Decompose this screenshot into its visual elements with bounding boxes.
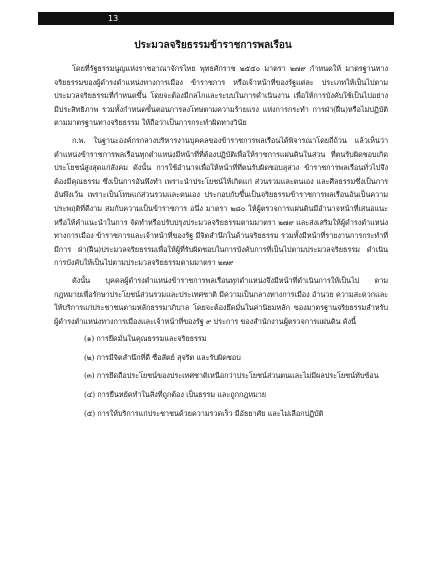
page-title: ประมวลจริยธรรมข้าราชการพลเรือน — [134, 40, 292, 51]
paragraph-intro: โดยที่รัฐธรรมนูญแห่งราชอาณาจักรไทย พุทธศักราช ๒๕๕๐ มาตรา ๒๗๙ กำหนดให้ มาตรฐานทางจริยธรรมของผู้ดำรงตำแหน่งทางการเมือง ข้าราชการ หรือเจ้าหน้าที่ของรัฐแต่ละ ประเภทให้เป็นไปตามประมวลจริยธรรมที่กำหนดขึ้น โดยจะต้องมีกลไกและระบบในการดำเนินงาน เพื่อให้การบังคับใช้เป็นไปอย่างมีประสิทธิภาพ รวมทั้งกำหนดขั้นตอนการลงโทษตามความร้ายแรง แห่งการกระทำ การฝ่า(ฝืน)หรือไม่ปฏิบัติตามมาตรฐานทางจริยธรรม ให้ถือว่าเป็นการกระทำผิดทางวินัย — [54, 64, 388, 128]
list-item: (๔) การยืนหยัดทำในสิ่งที่ถูกต้อง เป็นธรรม และถูกกฎหมาย — [84, 390, 267, 400]
paragraph-ocsc: ก.พ. ในฐานะองค์กรกลางบริหารงานบุคคลของข้าราชการพลเรือนได้พิจารณาโดยถี่ถ้วน แล้วเห็นว่า ตำแหน่งข้าราชการพลเรือนทุกตำแหน่งมีหน้าที่ที่ต้องปฏิบัติเพื่อให้ราชการแผ่นดินในส่วน ที่ตนรับผิดชอบเกิดประโยชน์สูงสุดแก่สังคม ดังนั้น การใช้อำนาจเพื่อให้หน้าที่ที่ตนรับผิดชอบลุล่วง ข้าราชการพลเรือนทั่วไปจึงต้องมีคุณธรรม ซึ่งเป็นการอันพึงทำ เพราะนำประโยชน์ให้เกิดแก่ ส่วนรวมและตนเอง และศีลธรรมซึ่งเป็นการอันพึงเว้น เพราะเป็นโทษแก่ส่วนรวมและตนเอง ประกอบกับขึ้นเป็นจริยธรรมข้าราชการพลเรือนอันเป็นความประพฤติที่ดีงาม สมกับความเป็นข้าราชการ อนึ่ง มาตรา ๒๘๐ ให้ผู้ตรวจการแผ่นดินมีอำนาจหน้าที่เสนอแนะหรือให้คำแนะนำในการ จัดทำหรือปรับปรุงประมวลจริยธรรมตามมาตรา ๒๗๙ และส่งเสริมให้ผู้ดำรงตำแหน่งทางการเมือง ข้าราชการและเจ้าหน้าที่ของรัฐ มีจิตสำนึกในด้านจริยธรรม รวมทั้งมีหน้าที่รายงานการกระทำที่มีการ ฝ่า(ฝืน)ประมวลจริยธรรมเพื่อให้ผู้ที่รับผิดชอบในการบังคับการที่เป็นไปตามประมวลจริยธรรม ดำเนินการบังคับให้เป็นไปตามประมวลจริยธรรมตามมาตรา ๒๗๙ — [54, 135, 388, 268]
page-number-bar — [38, 12, 394, 25]
document-body — [54, 62, 388, 425]
paragraph-therefore: ดังนั้น บุคคลผู้ดำรงตำแหน่งข้าราชการพลเรือนทุกตำแหน่งจึงมีหน้าที่ดำเนินการให้เป็นไป ตามกฎหมายเพื่อรักษาประโยชน์ส่วนรวมและประเทศชาติ มีความเป็นกลางทางการเมือง อำนวย ความสะดวกและให้บริการแก่ประชาชนตามหลักธรรมาภิบาล โดยจะต้องยึดมั่นในค่านิยมหลัก ของมาตรฐานจริยธรรมสำหรับผู้ดำรงตำแหน่งทางการเมืองและเจ้าหน้าที่ของรัฐ ๙ ประการ ของสำนักงานผู้ตรวจการแผ่นดิน ดังนี้ — [54, 275, 388, 326]
core-values-list — [54, 332, 388, 420]
list-item: (๒) การมีจิตสำนึกที่ดี ซื่อสัตย์ สุจริต และรับผิดชอบ — [84, 352, 241, 362]
page-number: 13 — [108, 14, 119, 23]
list-item: (๑) การยึดมั่นในคุณธรรมและจริยธรรม — [84, 334, 207, 344]
list-item: (๕) การให้บริการแก่ประชาชนด้วยความรวดเร็ว มีอัธยาศัย และไม่เลือกปฏิบัติ — [84, 408, 324, 418]
list-item: (๓) การยึดถือประโยชน์ของประเทศชาติเหนือกว่าประโยชน์ส่วนตนและไม่มีผลประโยชน์ทับซ้อน — [84, 371, 379, 381]
